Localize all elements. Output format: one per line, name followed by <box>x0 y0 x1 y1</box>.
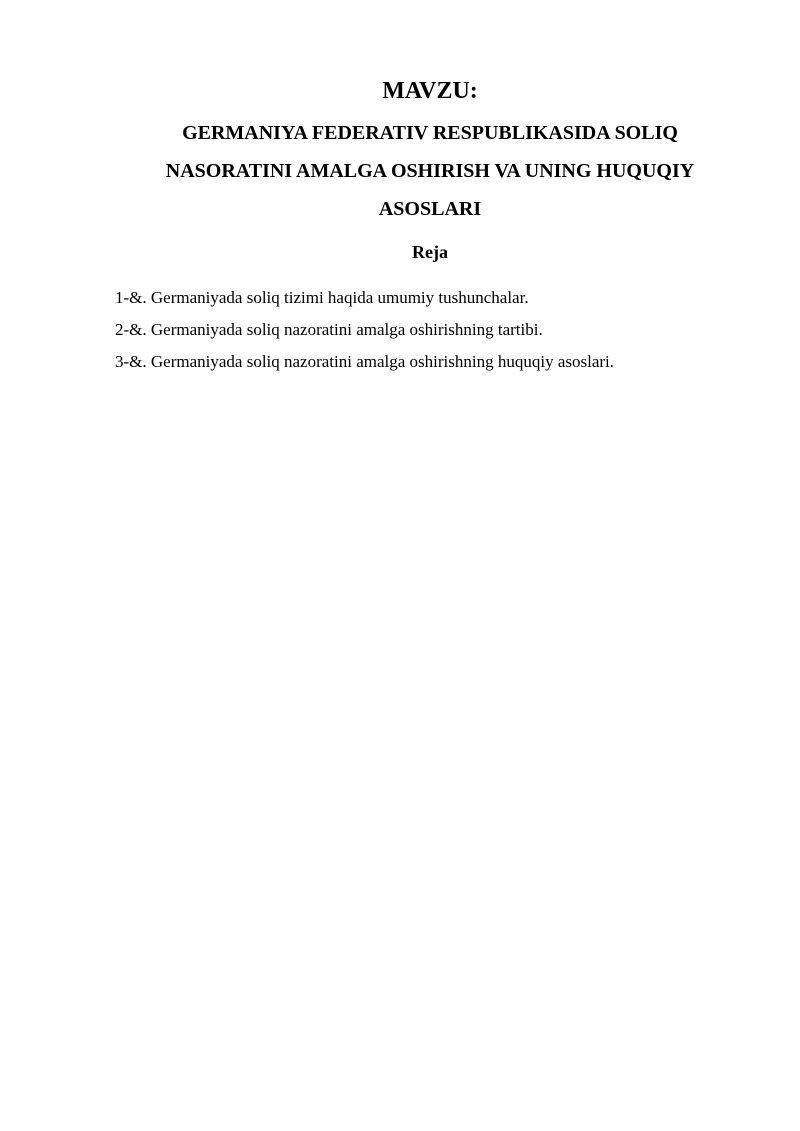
title-line: NASORATINI AMALGA OSHIRISH VA UNING HUQUQIY <box>165 160 695 182</box>
plan-heading: Reja <box>412 242 448 262</box>
topic-label: MAVZU: <box>382 78 478 104</box>
document-title <box>0 114 800 228</box>
plan-item: 3-&. Germaniyada soliq nazoratini amalga oshirishning huquqiy asoslari. <box>115 352 615 371</box>
plan-list <box>115 282 614 378</box>
title-line: ASOSLARI <box>378 198 482 220</box>
plan-item: 1-&. Germaniyada soliq tizimi haqida umumiy tushunchalar. <box>115 288 529 307</box>
plan-item: 2-&. Germaniyada soliq nazoratini amalga oshirishning tartibi. <box>115 320 543 339</box>
title-line: GERMANIYA FEDERATIV RESPUBLIKASIDA SOLIQ <box>182 122 678 144</box>
